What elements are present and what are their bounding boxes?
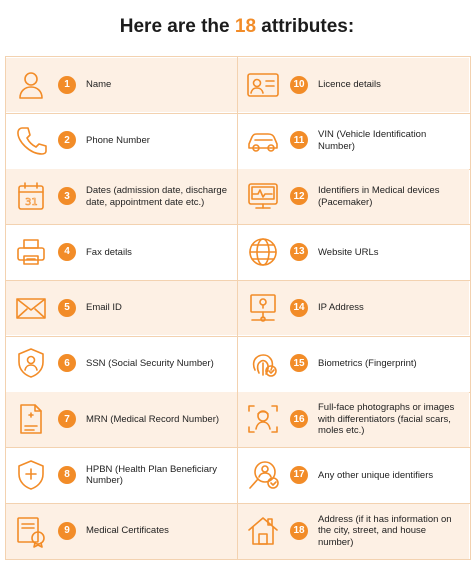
- attribute-label: HPBN (Health Plan Beneficiary Number): [86, 463, 217, 487]
- attribute-label: IP Address: [318, 302, 364, 314]
- attribute-item: [6, 392, 237, 447]
- attribute-item: [6, 58, 237, 113]
- attribute-item: [238, 504, 469, 559]
- attribute-item: [6, 504, 237, 559]
- attribute-item: [238, 169, 469, 224]
- attribute-number-badge: 1: [58, 76, 76, 94]
- car-icon: [246, 123, 280, 157]
- attribute-item: [6, 225, 237, 280]
- computer-network-icon: [246, 291, 280, 325]
- calendar-icon: [14, 179, 48, 213]
- title-number: 18: [234, 16, 257, 37]
- attribute-number-badge: 18: [290, 522, 308, 540]
- attribute-item: [6, 336, 237, 391]
- attribute-label: Phone Number: [86, 135, 150, 147]
- attribute-label: Full-face photographs or images with differentiators (facial scars, moles etc.): [318, 402, 455, 437]
- medical-device-icon: [246, 179, 280, 213]
- attribute-number-badge: 2: [58, 131, 76, 149]
- attribute-item: [238, 113, 469, 168]
- id-card-icon: [246, 68, 280, 102]
- attribute-item: [238, 58, 469, 113]
- face-scan-icon: [246, 402, 280, 436]
- attribute-item: [238, 336, 469, 391]
- attribute-label: Medical Certificates: [86, 525, 169, 537]
- attribute-label: Address (if it has information on the city, street, and house number): [318, 513, 452, 548]
- attribute-number-badge: 13: [290, 243, 308, 261]
- attribute-item: [6, 113, 237, 168]
- svg-text:31: 31: [25, 197, 38, 209]
- title-prefix: Here are the: [119, 16, 235, 37]
- attribute-item: [238, 448, 469, 503]
- attribute-label: Any other unique identifiers: [318, 469, 434, 481]
- attribute-number-badge: 16: [290, 410, 308, 428]
- attribute-number-badge: 10: [290, 76, 308, 94]
- attribute-number-badge: 9: [58, 522, 76, 540]
- person-icon: [14, 68, 48, 102]
- phone-icon: [14, 123, 48, 157]
- attribute-label: Licence details: [318, 79, 381, 91]
- attribute-number-badge: 17: [290, 466, 308, 484]
- page-title: [0, 16, 474, 38]
- attribute-number-badge: 3: [58, 187, 76, 205]
- attribute-number-badge: 5: [58, 299, 76, 317]
- attribute-label: VIN (Vehicle Identification Number): [318, 129, 427, 152]
- attribute-item: [6, 448, 237, 503]
- globe-icon: [246, 235, 280, 269]
- attribute-number-badge: 12: [290, 187, 308, 205]
- attribute-number-badge: 6: [58, 354, 76, 372]
- house-icon: [246, 514, 280, 548]
- attribute-item: [6, 281, 237, 336]
- attribute-number-badge: 8: [58, 466, 76, 484]
- attribute-number-badge: 15: [290, 354, 308, 372]
- attribute-number-badge: 14: [290, 299, 308, 317]
- certificate-icon: [14, 514, 48, 548]
- attribute-label: Identifiers in Medical devices (Pacemaker): [318, 185, 440, 208]
- medical-record-icon: [14, 402, 48, 436]
- attribute-number-badge: 7: [58, 410, 76, 428]
- attributes-table: [5, 56, 471, 560]
- attribute-item: [6, 169, 237, 224]
- attribute-label: Website URLs: [318, 246, 379, 258]
- attribute-item: [238, 392, 469, 447]
- attribute-item: [238, 225, 469, 280]
- attribute-label: Email ID: [86, 302, 122, 314]
- shield-person-icon: [14, 346, 48, 380]
- fax-icon: [14, 235, 48, 269]
- title-suffix: attributes:: [256, 16, 355, 37]
- attribute-label: MRN (Medical Record Number): [86, 413, 220, 425]
- attribute-label: Name: [86, 79, 112, 91]
- magnifier-person-icon: [246, 458, 280, 492]
- attribute-label: Fax details: [86, 246, 132, 258]
- shield-plus-icon: [14, 458, 48, 492]
- attribute-label: Biometrics (Fingerprint): [318, 358, 417, 370]
- fingerprint-icon: [246, 346, 280, 380]
- attribute-number-badge: 11: [290, 131, 308, 149]
- attribute-label: Dates (admission date, discharge date, appointment date etc.): [86, 185, 227, 208]
- attribute-item: [238, 281, 469, 336]
- attribute-label: SSN (Social Security Number): [86, 358, 214, 370]
- envelope-icon: [14, 291, 48, 325]
- attribute-number-badge: 4: [58, 243, 76, 261]
